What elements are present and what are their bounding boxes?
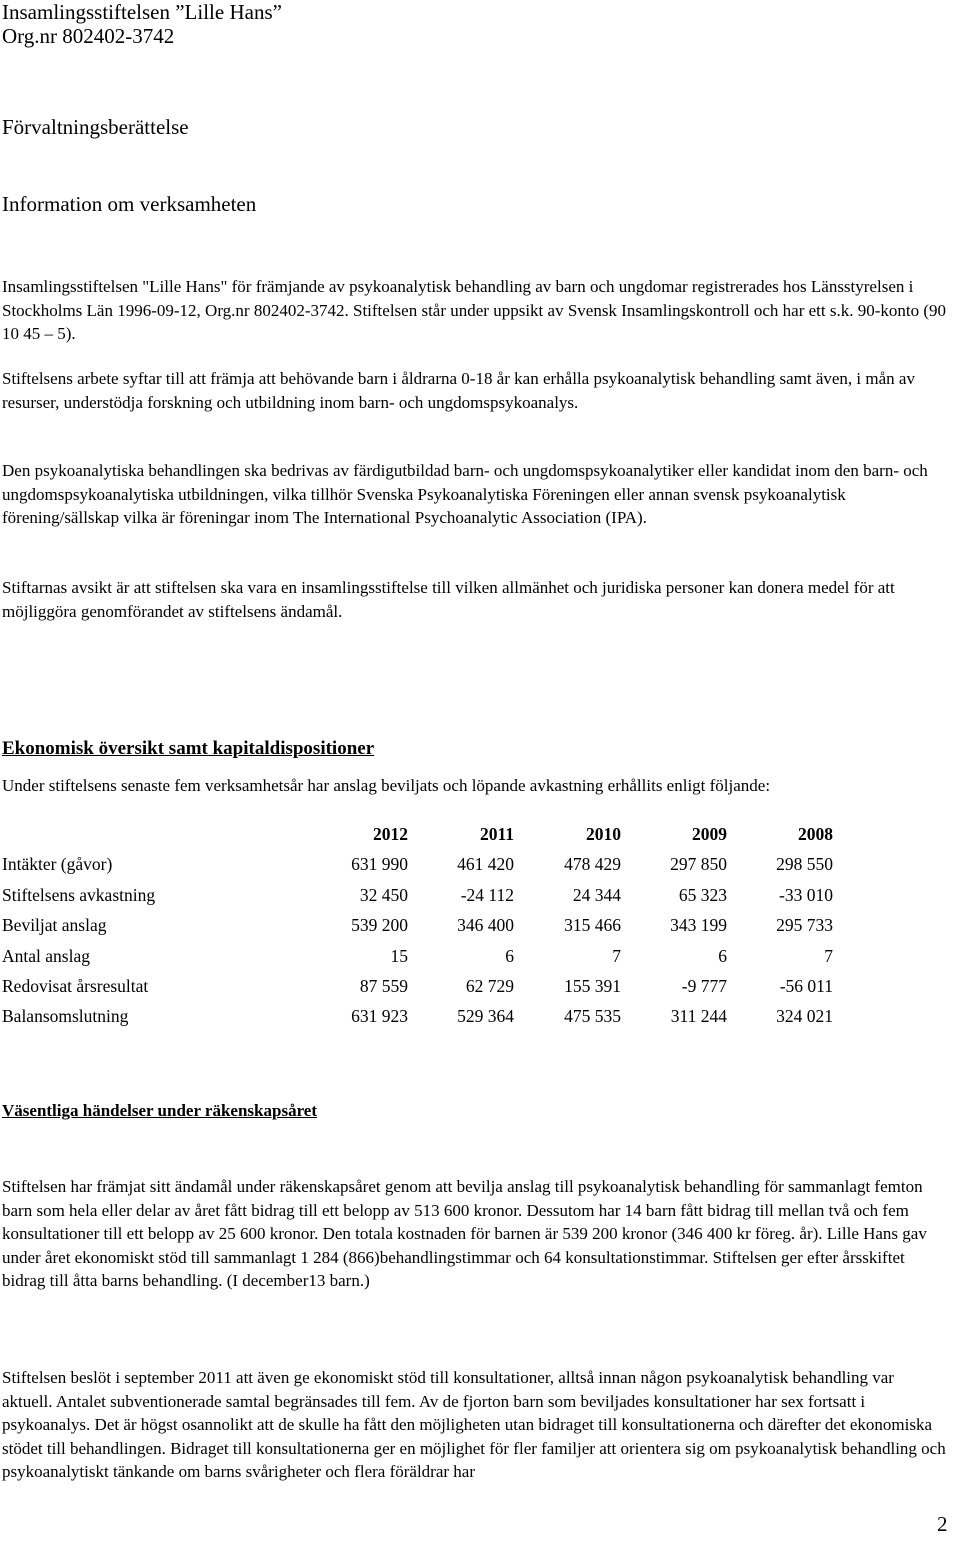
cell-value: 343 199 (670, 915, 727, 936)
paragraph-founders-intent: Stiftarnas avsikt är att stiftelsen ska vara en insamlingsstiftelse till vilken allmänhet och juridiska personer kan donera medel för att möjliggöra genomförandet av stiftelsens ändamål. (2, 578, 895, 621)
cell-value: -56 011 (779, 976, 833, 997)
table-row (2, 849, 833, 879)
organization-number: Org.nr 802402-3742 (2, 24, 175, 48)
cell-value: 539 200 (351, 915, 408, 936)
table-row (2, 880, 833, 910)
table-row (2, 971, 833, 1001)
table-row (2, 910, 833, 940)
paragraph-events-consultations: Stiftelsen beslöt i september 2011 att även ge ekonomiskt stöd till konsultationer, alltså innan någon psykoanalytisk behandling var aktuell. Antalet subventionerade samtal begränsades till fem. Av de fjorton barn som beviljades konsultationer har sex fortsatt i psykoanalys. Det är högst osannolikt att de skulle ha fått den möjligheten utan bidraget till konsultationerna och därefter det ekonomiska stödet till behandlingen. Bidraget till konsultationerna ger en möjlighet för fler familjer att orientera sig om psykoanalytisk behandling och psykoanalytiskt tänkande om barns svårigheter och flera föräldrar har (2, 1368, 946, 1481)
year-header: 2008 (798, 824, 833, 844)
cell-value: 324 021 (776, 1006, 833, 1027)
row-label: Redovisat årsresultat (2, 976, 149, 997)
cell-value: 475 535 (564, 1006, 621, 1027)
year-header: 2010 (586, 824, 621, 844)
cell-value: 87 559 (359, 976, 408, 997)
row-label: Antal anslag (2, 945, 90, 966)
cell-value: 7 (824, 945, 833, 966)
financial-overview-table (2, 819, 833, 1032)
cell-value: 155 391 (564, 976, 621, 997)
cell-value: 346 400 (457, 915, 514, 936)
cell-value: 298 550 (776, 854, 833, 875)
cell-value: 15 (390, 945, 408, 966)
section-title-events: Väsentliga händelser under räkenskapsåret (2, 1101, 318, 1120)
cell-value: -33 010 (779, 884, 833, 905)
cell-value: 311 244 (670, 1006, 727, 1027)
cell-value: 295 733 (776, 915, 833, 936)
paragraph-events-grants: Stiftelsen har främjat sitt ändamål under räkenskapsåret genom att bevilja anslag till psykoanalytisk behandling för sammanlagt femton barn som hela eller delar av året fått bidrag till ett belopp av 513 600 kronor. Dessutom har 14 barn fått bidrag till mellan två och fem konsultationer till ett belopp av 25 600 kronor. Den totala kostnaden för barnen är 539 200 kronor (346 400 kr föreg. år). Lille Hans gav under året ekonomiskt stöd till sammanlagt 1 284 (866)behandlingstimmar och 64 konsultationstimmar. Stiftelsen ger efter årsskiftet bidrag till åtta barns behandling. (I december13 barn.) (2, 1177, 927, 1290)
cell-value: 478 429 (564, 854, 621, 875)
organization-name: Insamlingsstiftelsen ”Lille Hans” (2, 0, 282, 24)
year-header: 2012 (373, 824, 408, 844)
cell-value: 631 923 (351, 1006, 408, 1027)
section-title-economy: Ekonomisk översikt samt kapitaldispositioner (2, 738, 375, 759)
cell-value: 6 (505, 945, 514, 966)
year-header: 2011 (479, 824, 514, 844)
cell-value: 461 420 (457, 854, 514, 875)
year-header: 2009 (692, 824, 727, 844)
paragraph-treatment: Den psykoanalytiska behandlingen ska bedrivas av färdigutbildad barn- och ungdomspsykoanalytiker eller kandidat inom den barn- och ungdomspsykoanalytiska utbildningen, vilka tillhör Svenska Psykoanalytiska Föreningen eller annan svensk psykoanalytisk förening/sällskap vilka är föreningar inom The International Psychoanalytic Association (IPA). (2, 461, 928, 527)
cell-value: 7 (612, 945, 621, 966)
cell-value: -9 777 (681, 976, 727, 997)
cell-value: 631 990 (351, 854, 408, 875)
row-label: Beviljat anslag (2, 915, 107, 936)
paragraph-economy-intro: Under stiftelsens senaste fem verksamhetsår har anslag beviljats och löpande avkastning erhållits enligt följande: (2, 776, 771, 795)
report-title: Förvaltningsberättelse (2, 115, 189, 139)
table-header-row (2, 819, 833, 849)
table-row (2, 1001, 833, 1031)
cell-value: 32 450 (359, 884, 408, 905)
section-title-information: Information om verksamheten (2, 192, 257, 216)
table-row (2, 941, 833, 971)
row-label: Intäkter (gåvor) (2, 854, 113, 875)
cell-value: 6 (718, 945, 727, 966)
cell-value: -24 112 (460, 884, 514, 905)
cell-value: 24 344 (572, 884, 621, 905)
paragraph-registration: Insamlingsstiftelsen "Lille Hans" för främjande av psykoanalytisk behandling av barn och ungdomar registrerades hos Länsstyrelsen i Stockholms Län 1996-09-12, Org.nr 802402-3742. Stiftelsen står under uppsikt av Svensk Insamlingskontroll och har ett s.k. 90-konto (90 10 45 – 5). (2, 277, 947, 343)
cell-value: 315 466 (564, 915, 621, 936)
cell-value: 62 729 (465, 976, 514, 997)
table-header-label (2, 819, 301, 849)
cell-value: 65 323 (678, 884, 727, 905)
row-label: Balansomslutning (2, 1006, 129, 1027)
page-number: 2 (937, 1512, 948, 1536)
paragraph-purpose: Stiftelsens arbete syftar till att främja att behövande barn i åldrarna 0-18 år kan erhålla psykoanalytisk behandling samt även, i mån av resurser, understödja forskning och utbildning inom barn- och ungdomspsykoanalys. (2, 369, 915, 412)
row-label: Stiftelsens avkastning (2, 884, 156, 905)
cell-value: 529 364 (457, 1006, 514, 1027)
cell-value: 297 850 (670, 854, 727, 875)
